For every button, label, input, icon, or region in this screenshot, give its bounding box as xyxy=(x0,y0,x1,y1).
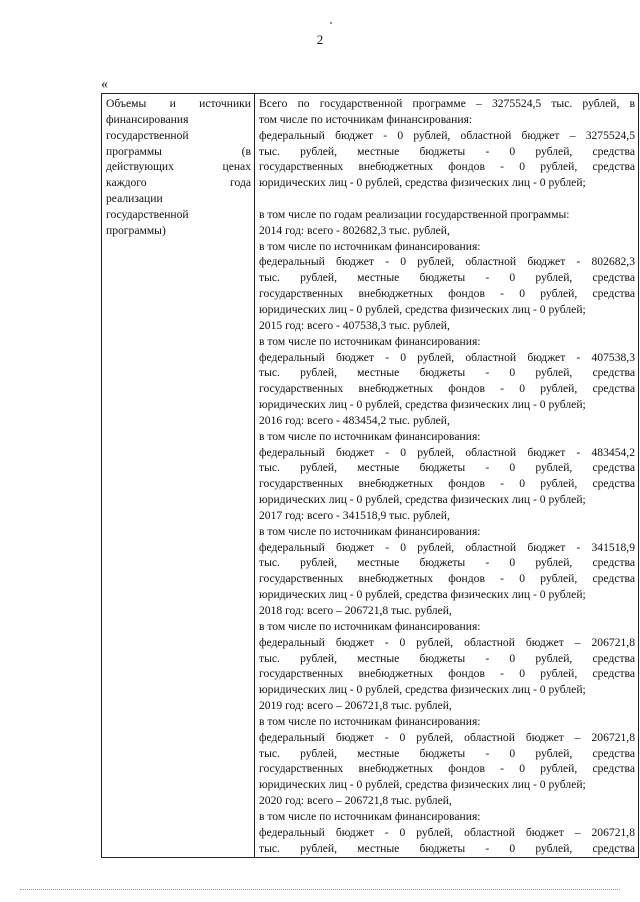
content-line: в том числе по источникам финансирования: xyxy=(259,714,481,728)
content-line: Всего по государственной программе – 3275524,5 тыс. рублей, в xyxy=(259,97,635,110)
content-line: государственных внебюджетных фондов - 0 рублей, средства xyxy=(259,667,635,681)
content-line: тыс. рублей, местные бюджеты - 0 рублей, средства xyxy=(259,144,635,158)
content-line: 2016 год: всего - 483454,2 тыс. рублей, xyxy=(259,413,450,427)
label-line-left: программы xyxy=(106,144,162,158)
content-line: в том числе по источникам финансирования: xyxy=(259,429,481,443)
content-line: юридических лиц - 0 рублей, средства физических лиц - 0 рублей; xyxy=(259,493,586,507)
content-line: федеральный бюджет - 0 рублей, областной бюджет – 206721,8 xyxy=(259,730,635,744)
table-row xyxy=(102,94,639,858)
label-line-left: действующих xyxy=(106,160,174,174)
label-line-right: ценах xyxy=(222,160,251,174)
content-line: 2020 год: всего – 206721,8 тыс. рублей, xyxy=(259,794,452,808)
content-line: в том числе по источникам финансирования: xyxy=(259,809,481,823)
content-line: федеральный бюджет - 0 рублей, областной бюджет – 206721,8 xyxy=(259,635,635,649)
content-line: 2015 год: всего - 407538,3 тыс. рублей, xyxy=(259,318,450,332)
label-line xyxy=(106,175,251,191)
content-line: юридических лиц - 0 рублей, средства физических лиц - 0 рублей; xyxy=(259,398,586,412)
content-line: 2018 год: всего – 206721,8 тыс. рублей, xyxy=(259,604,452,617)
content-line: государственных внебюджетных фондов - 0 рублей, средства xyxy=(259,160,635,174)
content-line: тыс. рублей, местные бюджеты - 0 рублей, средства xyxy=(259,556,635,570)
content-line: государственных внебюджетных фондов - 0 рублей, средства xyxy=(259,287,635,301)
label-line-right: года xyxy=(230,176,251,190)
label-line: финансирования xyxy=(106,112,189,126)
page-number: 2 xyxy=(316,32,324,47)
content-line: юридических лиц - 0 рублей, средства физических лиц - 0 рублей; xyxy=(259,302,586,316)
content-line: государственных внебюджетных фондов - 0 рублей, средства xyxy=(259,572,635,586)
content-line: том числе по источникам финансирования: xyxy=(259,112,473,126)
label-line: государственной xyxy=(106,128,189,142)
content-line xyxy=(259,191,635,207)
content-line: государственных внебюджетных фондов - 0 рублей, средства xyxy=(259,382,635,396)
content-line: в том числе по источникам финансирования: xyxy=(259,239,481,253)
label-line xyxy=(106,144,251,160)
content-line: юридических лиц - 0 рублей, средства физических лиц - 0 рублей; xyxy=(259,588,586,602)
content-line: тыс. рублей, местные бюджеты - 0 рублей, средства xyxy=(259,461,635,475)
content-line: государственных внебюджетных фондов - 0 рублей, средства xyxy=(259,762,635,776)
opening-quote-mark: « xyxy=(101,77,108,92)
content-line: тыс. рублей, местные бюджеты - 0 рублей, средства xyxy=(259,746,635,760)
content-line: тыс. рублей, местные бюджеты - 0 рублей, средства xyxy=(259,271,635,285)
label-line: государственной xyxy=(106,207,189,221)
content-line: в том числе по источникам финансирования: xyxy=(259,524,481,538)
program-passport-table xyxy=(101,93,639,858)
row-label-cell xyxy=(102,94,255,858)
content-line: федеральный бюджет - 0 рублей, областной бюджет – 3275524,5 xyxy=(259,128,635,142)
content-line: 2014 год: всего - 802682,3 тыс. рублей, xyxy=(259,223,450,237)
content-line: тыс. рублей, местные бюджеты - 0 рублей, средства xyxy=(259,841,635,855)
label-line: программы) xyxy=(106,223,166,237)
label-line xyxy=(106,159,251,175)
content-line: юридических лиц - 0 рублей, средства физических лиц - 0 рублей; xyxy=(259,778,586,792)
funding-content-cell xyxy=(255,94,639,858)
content-line: в том числе по источникам финансирования: xyxy=(259,619,481,633)
content-line: федеральный бюджет - 0 рублей, областной бюджет - 802682,3 xyxy=(259,255,635,269)
content-line: в том числе по годам реализации государственной программы: xyxy=(259,207,570,221)
label-line-left: каждого xyxy=(106,176,147,190)
content-line: тыс. рублей, местные бюджеты - 0 рублей, средства xyxy=(259,366,635,380)
content-line: федеральный бюджет - 0 рублей, областной бюджет – 206721,8 xyxy=(259,825,635,839)
content-line: 2017 год: всего - 341518,9 тыс. рублей, xyxy=(259,508,450,522)
page-bottom-rule xyxy=(20,889,620,890)
content-line: тыс. рублей, местные бюджеты - 0 рублей, средства xyxy=(259,651,635,665)
label-line: реализации xyxy=(106,192,163,206)
label-line: Объемы и источники xyxy=(106,97,251,110)
content-line: юридических лиц - 0 рублей, средства физических лиц - 0 рублей; xyxy=(259,176,586,190)
label-line-right: (в xyxy=(241,144,251,158)
content-line: 2019 год: всего – 206721,8 тыс. рублей, xyxy=(259,699,452,713)
content-line: федеральный бюджет - 0 рублей, областной бюджет - 483454,2 xyxy=(259,445,635,459)
content-line: государственных внебюджетных фондов - 0 рублей, средства xyxy=(259,477,635,491)
content-line: федеральный бюджет - 0 рублей, областной бюджет - 341518,9 xyxy=(259,540,635,554)
content-line: федеральный бюджет - 0 рублей, областной бюджет - 407538,3 xyxy=(259,350,635,364)
content-line: в том числе по источникам финансирования: xyxy=(259,334,481,348)
scan-dot-mark xyxy=(330,22,332,24)
content-line: юридических лиц - 0 рублей, средства физических лиц - 0 рублей; xyxy=(259,683,586,697)
